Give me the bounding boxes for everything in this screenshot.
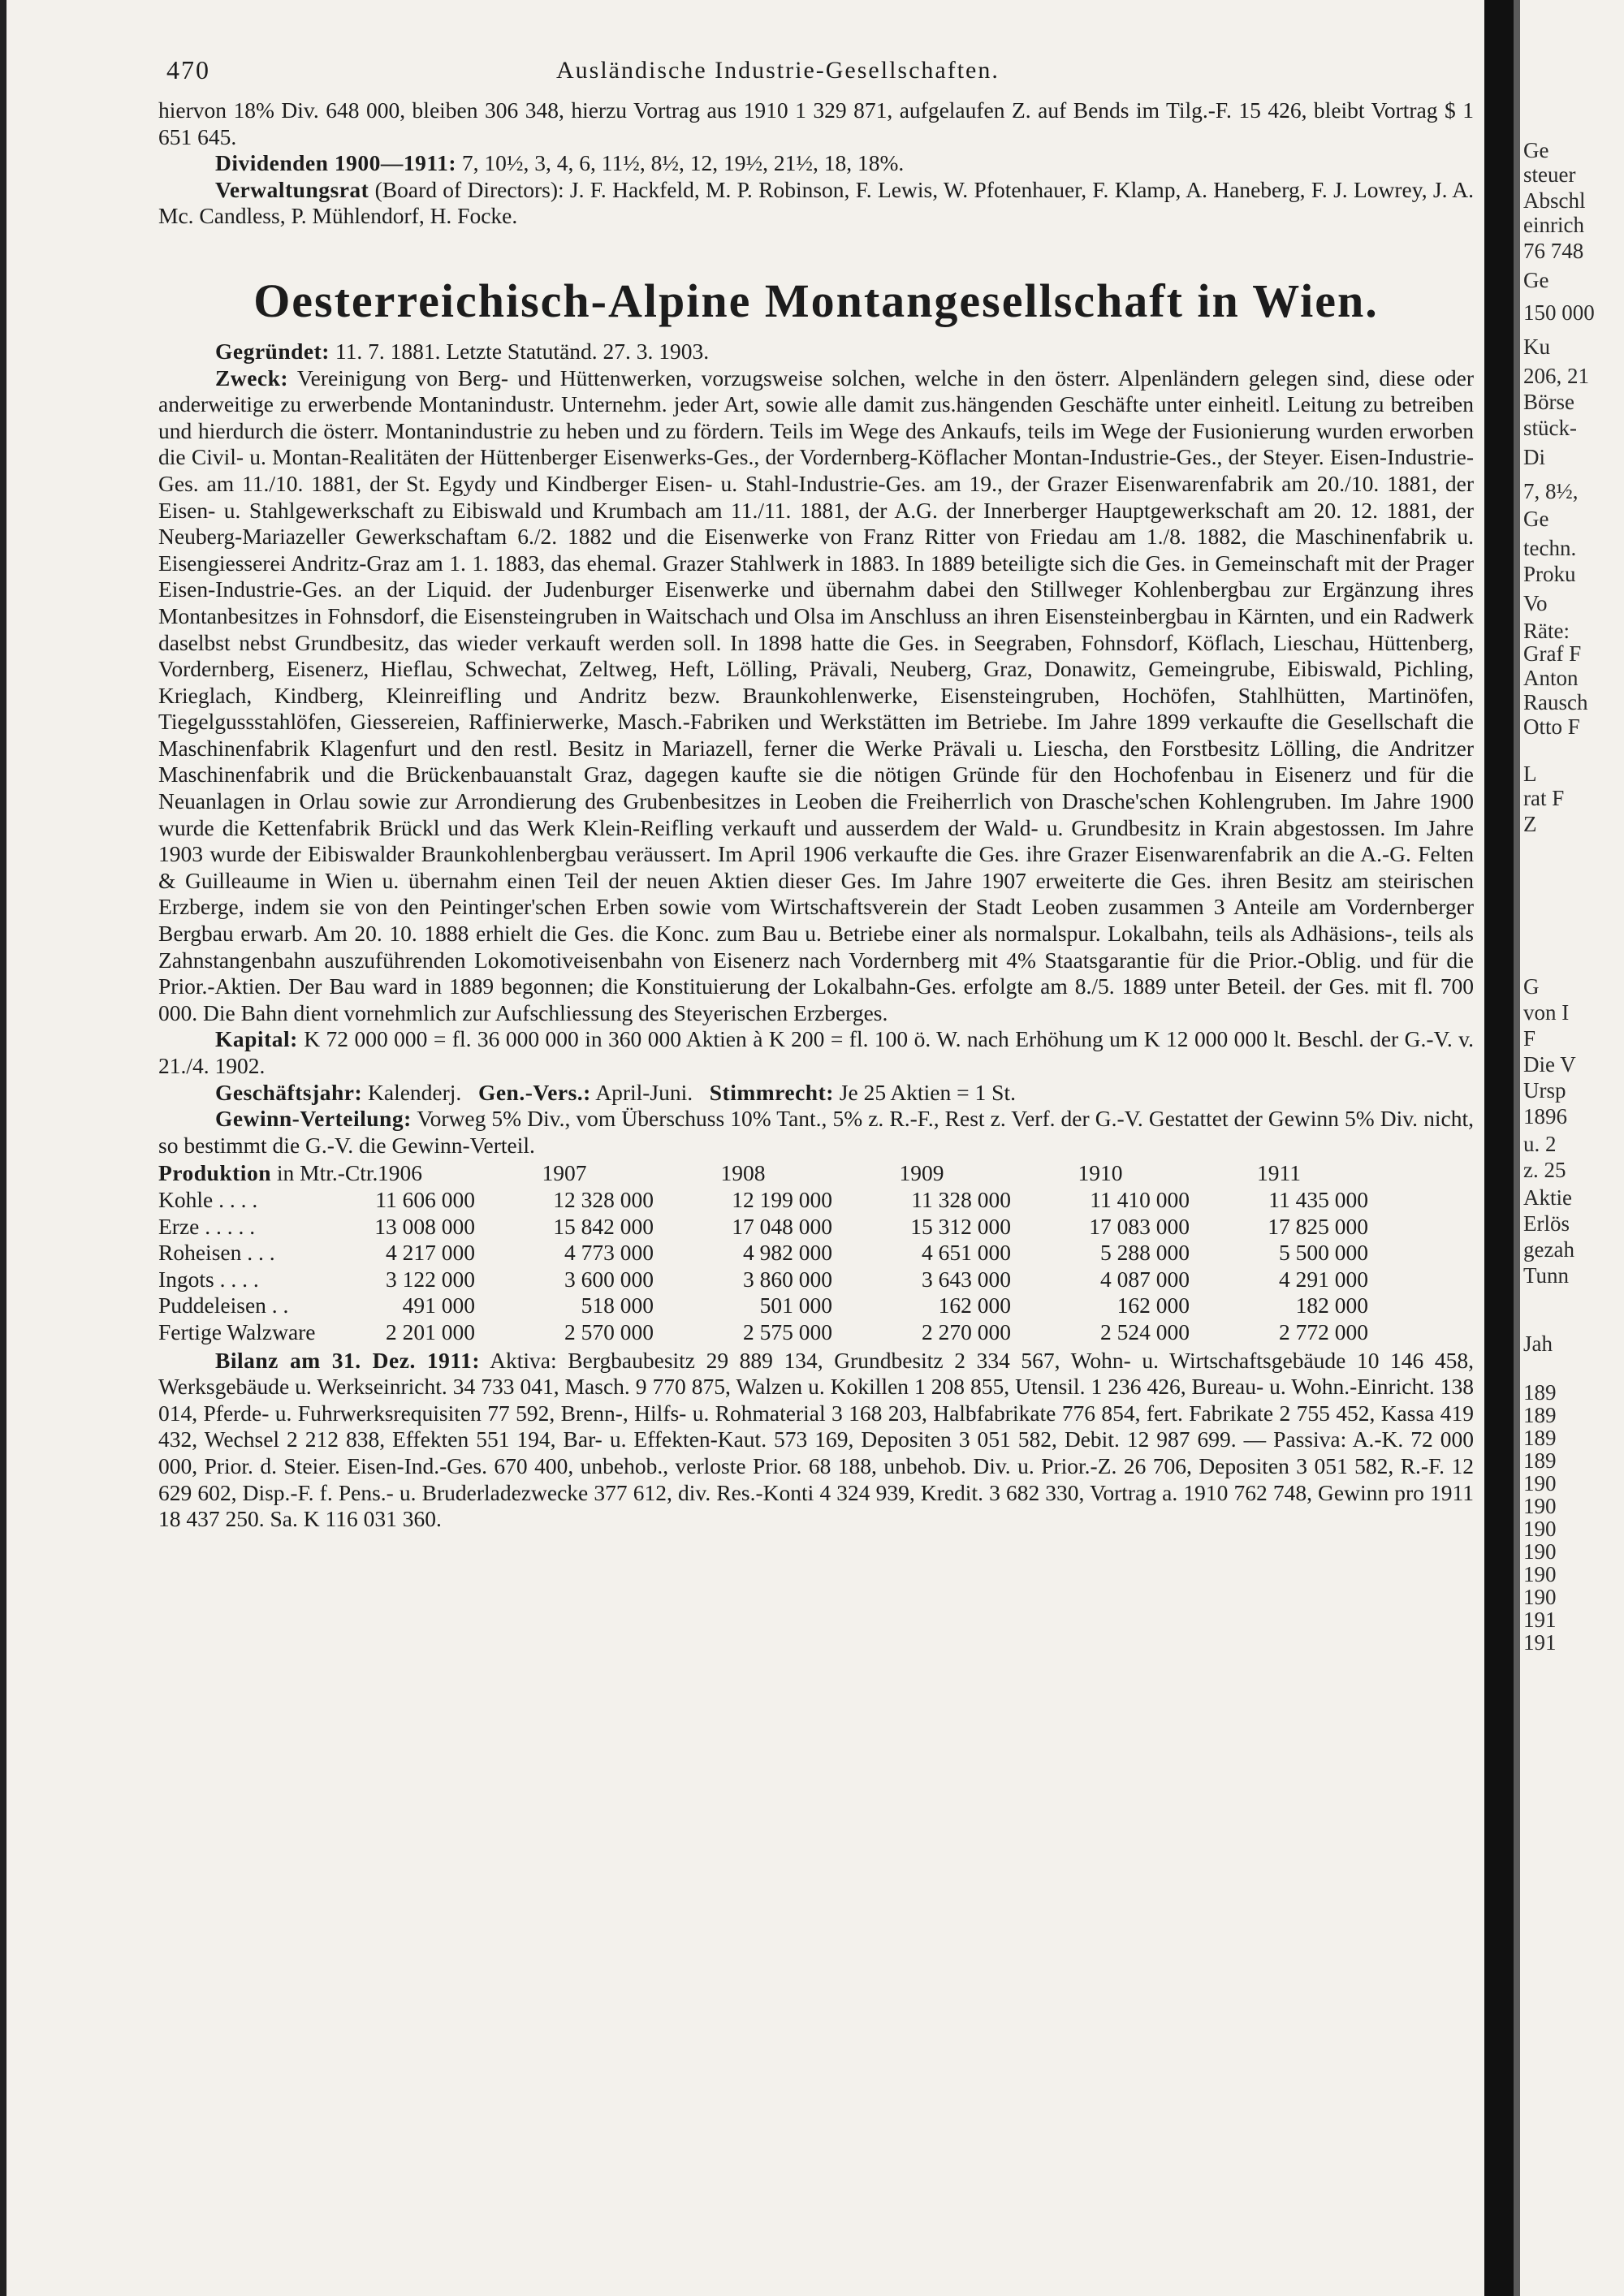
facing-page-fragment: Die V — [1523, 1052, 1576, 1077]
facing-page-fragment: Ge — [1523, 138, 1549, 162]
value-cell: 3 600 000 — [564, 1266, 654, 1292]
meeting-text: April-Juni. — [595, 1079, 693, 1105]
facing-page-fragment: 190 — [1523, 1539, 1557, 1564]
table-row — [158, 1293, 1474, 1319]
value-cell: 2 201 000 — [386, 1318, 475, 1344]
value-cell: 11 328 000 — [911, 1186, 1011, 1212]
facing-page-fragment: Ge — [1523, 268, 1549, 292]
facing-page-fragment: 190 — [1523, 1471, 1557, 1495]
facing-page-fragment: Jah — [1523, 1331, 1553, 1356]
value-cell: 501 000 — [759, 1293, 832, 1318]
value-cell: 4 217 000 — [386, 1240, 475, 1266]
facing-page-fragment: Erlös — [1523, 1211, 1570, 1236]
value-cell: 12 199 000 — [732, 1186, 832, 1212]
facing-page-fragments — [1523, 0, 1624, 2296]
balance-label: Bilanz am 31. Dez. 1911: — [215, 1347, 481, 1373]
page-body — [158, 49, 1474, 1533]
facing-page-fragment: Anton — [1523, 666, 1579, 690]
facing-page-fragment: L — [1523, 762, 1537, 786]
purpose — [158, 365, 1474, 1027]
founded-text: 11. 7. 1881. Letzte Statutänd. 27. 3. 1903. — [335, 338, 710, 364]
board-text: (Board of Directors): J. F. Hackfeld, M. P. Robinson, F. Lewis, W. Pfotenhauer, F. Klamp, A. Haneberg, F. J. Lowrey, J. A. Mc. Candless, P. Mühlendorf, H. Focke. — [158, 176, 1474, 229]
balance-text: Aktiva: Bergbaubesitz 29 889 134, Grundbesitz 2 334 567, Wohn- u. Wirtschaftsgebäude 10 146 458, Werksgebäude u. Werkseinricht. 34 733 041, Masch. 9 770 875, Walzen u. Kokillen 1 208 855, Utensil. 1 236 426, Bureau- u. Wohn.-Einricht. 138 014, Pferde- u. Fuhrwerksrequisiten 77 592, Brenn-, Hilfs- u. Rohmaterial 3 168 203, Halbfabrikate 776 854, fert. Fabrikate 2 755 452, Kassa 419 432, Wechsel 2 212 838, Effekten 551 194, Bar- u. Effekten-Kaut. 573 169, Depositen 3 051 582, Debit. 12 987 699. — Passiva: A.-K. 72 000 000, Prior. d. Steier. Eisen-Ind.-Ges. 670 400, unbehob., verloste Prior. 68 188, unbehob. Div. u. Prior.-Z. 26 706, Depositen 3 051 582, R.-F. 12 629 602, Disp.-F. f. Pens.- u. Bruderladezwecke 377 612, div. Res.-Konti 4 324 939, Kredit. 3 682 330, Vortrag a. 1910 762 748, Gewinn pro 1911 18 437 250. Sa. K 116 031 360. — [158, 1347, 1474, 1532]
previous-entry-text: hiervon 18% Div. 648 000, bleiben 306 348, hierzu Vortrag aus 1910 1 329 871, aufgelaufen Z. auf Bends im Tilg.-F. 15 426, bleibt Vortrag $ 1 651 645. — [158, 97, 1474, 149]
value-cell: 11 410 000 — [1090, 1186, 1190, 1212]
book-gutter — [1484, 0, 1514, 2296]
facing-page-fragment: 191 — [1523, 1630, 1557, 1655]
facing-page-fragment: 150 000 — [1523, 300, 1595, 325]
value-cell: 11 435 000 — [1268, 1186, 1368, 1212]
facing-page-fragment: stück- — [1523, 416, 1577, 440]
scan-left-edge — [0, 0, 6, 2296]
book-gutter-shadow — [1514, 0, 1520, 2296]
facing-page-fragment: Di — [1523, 445, 1545, 469]
value-cell: 4 982 000 — [743, 1240, 832, 1266]
value-cell: 5 500 000 — [1279, 1240, 1368, 1266]
facing-page-fragment: Graf F — [1523, 641, 1582, 666]
value-cell: 3 860 000 — [743, 1266, 832, 1292]
fiscal-meeting-vote — [158, 1080, 1474, 1107]
profit-label: Gewinn-Verteilung: — [215, 1106, 412, 1132]
year-cell: 1911 — [1257, 1160, 1301, 1186]
vote-text: Je 25 Aktien = 1 St. — [839, 1079, 1016, 1105]
value-cell: 4 087 000 — [1100, 1266, 1190, 1292]
year-cell: 1909 — [899, 1160, 944, 1186]
running-head — [158, 49, 1474, 97]
year-cell: 1907 — [542, 1160, 587, 1186]
value-cell: 15 312 000 — [910, 1213, 1011, 1239]
value-cell: 4 291 000 — [1279, 1266, 1368, 1292]
previous-dividends — [158, 150, 1474, 177]
production-label-cell — [158, 1160, 378, 1187]
founded — [158, 339, 1474, 365]
year-cell: 1910 — [1078, 1160, 1123, 1186]
facing-page-fragment: G — [1523, 974, 1540, 999]
facing-page-fragment: gezah — [1523, 1237, 1574, 1262]
facing-page-fragment: rat F — [1523, 786, 1565, 810]
facing-page-fragment: 76 748 — [1523, 239, 1584, 263]
capital — [158, 1026, 1474, 1079]
row-label: Ingots . . . . — [158, 1266, 259, 1292]
row-label: Roheisen . . . — [158, 1240, 275, 1266]
row-label: Puddeleisen . . — [158, 1293, 289, 1318]
facing-page-fragment: 1896 — [1523, 1104, 1567, 1129]
value-cell: 2 772 000 — [1279, 1318, 1368, 1344]
company-entry — [158, 339, 1474, 1533]
founded-label: Gegründet: — [215, 338, 330, 364]
profit-text: Vorweg 5% Div., vom Überschuss 10% Tant., 5% z. R.-F., Rest z. Verf. der G.-V. Gestattet der Gewinn 5% Div. nicht, so bestimmt die G.-V. die Gewinn-Verteil. — [158, 1106, 1474, 1158]
dividends-label: Dividenden 1900—1911: — [215, 150, 456, 176]
facing-page-fragment: von I — [1523, 1000, 1570, 1025]
facing-page-fragment: Vo — [1523, 591, 1548, 615]
facing-page-fragment: steuer — [1523, 162, 1576, 187]
production-table — [158, 1160, 1474, 1345]
facing-page-fragment: 190 — [1523, 1585, 1557, 1609]
production-header-row — [158, 1160, 1474, 1187]
facing-page-fragment: Ku — [1523, 334, 1550, 359]
value-cell: 11 606 000 — [375, 1186, 475, 1212]
facing-page-fragment: Ursp — [1523, 1078, 1566, 1103]
value-cell: 162 000 — [1116, 1293, 1190, 1318]
facing-page-fragment: Abschl — [1523, 188, 1586, 213]
production-unit: in Mtr.-Ctr. — [276, 1160, 378, 1186]
facing-page-fragment: 206, 21 — [1523, 364, 1589, 388]
value-cell: 13 008 000 — [374, 1213, 475, 1239]
facing-page-fragment: u. 2 — [1523, 1132, 1557, 1156]
previous-board — [158, 177, 1474, 230]
purpose-label: Zweck: — [215, 365, 289, 391]
facing-page-fragment: 189 — [1523, 1426, 1557, 1450]
value-cell: 491 000 — [402, 1293, 475, 1318]
page-number: 470 — [166, 55, 210, 84]
previous-entry — [158, 97, 1474, 230]
vote-label: Stimmrecht: — [709, 1079, 834, 1105]
value-cell: 162 000 — [938, 1293, 1011, 1318]
row-label: Erze . . . . . — [158, 1213, 256, 1239]
value-cell: 4 773 000 — [564, 1240, 654, 1266]
facing-page-fragment: Proku — [1523, 562, 1576, 586]
table-row — [158, 1319, 1474, 1346]
value-cell: 3 643 000 — [922, 1266, 1011, 1292]
value-cell: 17 083 000 — [1089, 1213, 1190, 1239]
facing-page-fragment: Aktie — [1523, 1185, 1572, 1210]
running-title: Ausländische Industrie-Gesellschaften. — [556, 57, 1000, 84]
facing-page-fragment: Z — [1523, 812, 1537, 836]
facing-page-fragment: 190 — [1523, 1517, 1557, 1541]
meeting-label: Gen.-Vers.: — [477, 1079, 591, 1105]
value-cell: 15 842 000 — [553, 1213, 654, 1239]
facing-page-fragment: 189 — [1523, 1448, 1557, 1473]
value-cell: 4 651 000 — [922, 1240, 1011, 1266]
value-cell: 2 270 000 — [922, 1318, 1011, 1344]
year-cell: 1906 — [378, 1160, 422, 1186]
value-cell: 2 575 000 — [743, 1318, 832, 1344]
facing-page-fragment: Börse — [1523, 390, 1574, 414]
facing-page-fragment: 189 — [1523, 1380, 1557, 1405]
facing-page-fragment: 189 — [1523, 1403, 1557, 1427]
table-row — [158, 1240, 1474, 1267]
company-title: Oesterreichisch-Alpine Montangesellschaft in Wien. — [253, 274, 1379, 327]
value-cell: 3 122 000 — [386, 1266, 475, 1292]
facing-page-fragment: Rausch — [1523, 690, 1588, 714]
facing-page-fragment: F — [1523, 1026, 1536, 1051]
production-label: Produktion — [158, 1160, 271, 1186]
year-cell: 1908 — [720, 1160, 766, 1186]
capital-text: K 72 000 000 = fl. 36 000 000 in 360 000 Aktien à K 200 = fl. 100 ö. W. nach Erhöhung um K 12 000 000 lt. Beschl. der G.-V. v. 21./4. 1902. — [158, 1026, 1475, 1078]
value-cell: 12 328 000 — [553, 1186, 654, 1212]
value-cell: 182 000 — [1295, 1293, 1368, 1318]
capital-label: Kapital: — [215, 1026, 298, 1052]
value-cell: 5 288 000 — [1100, 1240, 1190, 1266]
row-label: Kohle . . . . — [158, 1186, 258, 1212]
facing-page-fragment: Tunn — [1523, 1263, 1570, 1288]
profit-distribution — [158, 1106, 1474, 1159]
value-cell: 17 048 000 — [732, 1213, 832, 1239]
facing-page-fragment: Räte: — [1523, 619, 1570, 643]
value-cell: 2 570 000 — [564, 1318, 654, 1344]
dividends-text: 7, 10½, 3, 4, 6, 11½, 8½, 12, 19½, 21½, 18, 18%. — [461, 150, 905, 176]
facing-page-fragment: techn. — [1523, 536, 1577, 560]
purpose-text: Vereinigung von Berg- und Hüttenwerken, vorzugsweise solchen, welche in den österr. Alpenländern gelegen sind, diese oder anderweitige zu erwerbende Montanindustr. Unternehm. jeder Art, sowie alle damit zus.hängenden Geschäfte unter einheitl. Leitung zu betreiben und hierdurch die österr. Montanindustrie zu heben und zu fördern. Teils im Wege des Ankaufs, teils im Wege der Fusionierung wurden erworben die Civil- u. Montan-Realitäten der Hüttenberger Eisenwerks-Ges., der Vordernberg-Köflacher Montan-Industrie-Ges., der Steyer. Eisen-Industrie-Ges. am 11./10. 1881, der St. Egydy und Kindberger Eisen- u. Stahl-Industrie-Ges. am 19., der Grazer Eisenwarenfabrik am 20./10. 1881, der Eisen- u. Stahlgewerkschaft zu Eibiswald und Krumbach am 11./11. 1881, der A.G. der Innerberger Hauptgewerkschaft am 20. 12. 1881, der Neuberg-Mariazeller Gewerkschaftam 6./2. 1882 und die Eisenwerke von Franz Ritter von Friedau am 1./8. 1882, die Maschinenfabrik u. Eisengiesserei Andritz-Graz am 1. 1. 1883, das ehemal. Grazer Stahlwerk in 1883. In 1889 beteiligte sich die Ges. in Gemeinschaft mit der Prager Eisen-Industrie-Ges. an der Liquid. der Judenburger Eisenwerke und übernahm dabei den Stillweger Kohlenbergbau zur Ergänzung ihres Montanbesitzes in Fohnsdorf, die Eisensteingruben in Waitschach und Olsa im Anschluss an ihren Eisensteinbergbau in Kärnten, und ein Radwerk daselbst nebst Grundbesitz, das wieder verkauft werden soll. In 1898 hatte die Ges. in Seegraben, Fohnsdorf, Köflach, Lieschau, Hüttenberg, Vordernberg, Eisenerz, Hieflau, Schwechat, Zeltweg, Heft, Lölling, Prävali, Neuberg, Graz, Donawitz, Gemeingrube, Eibiswald, Pichling, Krieglach, Kindberg, Kleinreifling und Andritz bezw. Braunkohlenwerke, Eisensteingruben, Hochöfen, Stahlhütten, Martinöfen, Tiegelgussstahlöfen, Giessereien, Raffinierwerke, Masch.-Fabriken und Werkstätten im Betriebe. Im Jahre 1899 verkaufte die Gesellschaft die Maschinenfabrik Klagenfurt und den restl. Besitz in Mariazell, ferner die Werke Prävali u. Liescha, den Forstbesitz Lölling, die Andritzer Maschinenfabrik und die Brückenbauanstalt Graz, dagegen kaufte sie die nötigen Gründe für den Hochofenbau in Eisenerz und für die Neuanlagen in Orlau sowie zur Arrondierung des Grubenbesitzes in Leoben die Freiherrlich von Drasche'schen Kohlengruben. Im Jahre 1900 wurde die Kettenfabrik Brückl und das Werk Klein-Reifling verkauft und ausserdem der Wald- u. Grundbesitz in Krain abgestossen. Im Jahre 1903 wurde der Eibiswalder Braunkohlenbergbau veräussert. Im April 1906 verkaufte die Ges. ihre Grazer Eisenwarenfabrik an die A.-G. Felten & Guilleaume in Wien u. übernahm einen Teil der neuen Aktien dieser Ges. Im Jahre 1907 erweiterte die Ges. ihren Besitz am steirischen Erzberge, indem sie von den Peintinger'schen Erben sowie vom Wirtschaftsverein der Stadt Leoben zusammen 3 Anteile am Vordernberger Bergbau erwarb. Am 20. 10. 1888 erhielt die Ges. die Konc. zum Bau u. Betriebe einer als normalspur. Lokalbahn, teils als Adhäsions-, teils als Zahnstangenbahn auszuführenden Lokomotiveisenbahn von Eisenerz nach Vordernberg mit 4% Staatsgarantie für die Prior.-Oblig. und für die Prior.-Aktien. Der Bau ward in 1889 begonnen; die Konstituierung der Lokalbahn-Ges. erfolgte am 8./5. 1889 unter Beteil. der Ges. mit fl. 700 000. Die Bahn dient vornehmlich zur Aufschliessung des Steyerischen Erzberges. — [158, 365, 1474, 1025]
value-cell: 17 825 000 — [1268, 1213, 1368, 1239]
facing-page-fragment: z. 25 — [1523, 1158, 1566, 1182]
fiscal-label: Geschäftsjahr: — [215, 1079, 363, 1105]
facing-page-fragment: einrich — [1523, 213, 1584, 237]
table-row — [158, 1187, 1474, 1214]
facing-page-fragment: Otto F — [1523, 714, 1580, 739]
table-row — [158, 1214, 1474, 1241]
balance-sheet — [158, 1348, 1474, 1533]
row-label: Fertige Walzware — [158, 1318, 316, 1344]
table-row — [158, 1267, 1474, 1293]
board-label: Verwaltungsrat — [215, 176, 369, 202]
facing-page-fragment: 7, 8½, — [1523, 479, 1579, 503]
fiscal-text: Kalenderj. — [368, 1079, 462, 1105]
facing-page-fragment: Ge — [1523, 507, 1549, 531]
facing-page-fragment: 190 — [1523, 1494, 1557, 1518]
value-cell: 2 524 000 — [1100, 1318, 1190, 1344]
value-cell: 518 000 — [581, 1293, 654, 1318]
facing-page-fragment: 191 — [1523, 1608, 1557, 1632]
facing-page-fragment: 190 — [1523, 1562, 1557, 1586]
